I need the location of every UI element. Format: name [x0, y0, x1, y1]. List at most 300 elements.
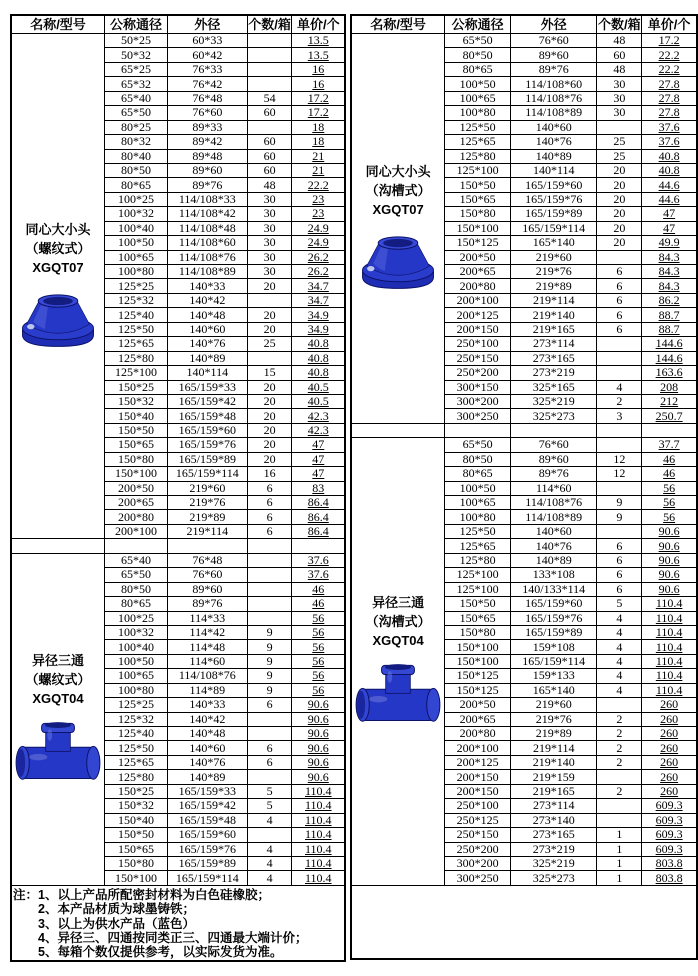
cell-price: 90.6 — [642, 524, 697, 538]
cell-price: 34.7 — [292, 279, 345, 293]
cell-qty-per-box: 12 — [597, 452, 642, 466]
product-name-line: XGQT04 — [32, 690, 84, 706]
cell-price: 56 — [292, 654, 345, 668]
cell-nominal-diameter: 65*32 — [105, 77, 168, 91]
cell-nominal-diameter: 150*40 — [105, 409, 168, 423]
cell-outer-diameter: 165/159*89 — [511, 207, 597, 221]
cell-price: 22.2 — [292, 178, 345, 192]
cell-price: 27.8 — [642, 91, 697, 105]
cell-outer-diameter: 165/159*114 — [511, 221, 597, 235]
product-name-label — [366, 162, 431, 219]
product-name-line: XGQT07 — [32, 259, 84, 275]
cell-qty-per-box: 30 — [247, 192, 292, 206]
cell-price: 803.8 — [642, 871, 697, 885]
blank-footer-row — [351, 885, 697, 959]
cell-qty-per-box: 2 — [597, 784, 642, 798]
cell-qty-per-box: 4 — [247, 871, 292, 885]
cell-outer-diameter: 165/159*76 — [511, 192, 597, 206]
cell-price: 110.4 — [642, 625, 697, 639]
cell-outer-diameter: 165/159*60 — [511, 178, 597, 192]
tee-fitting-image — [12, 718, 104, 788]
cell-outer-diameter: 114/108*76 — [167, 669, 247, 683]
cell-nominal-diameter: 125*50 — [445, 120, 511, 134]
cell-nominal-diameter: 200*80 — [105, 510, 168, 524]
cell-outer-diameter: 140*33 — [167, 698, 247, 712]
cell-nominal-diameter: 150*65 — [445, 611, 511, 625]
cell-outer-diameter: 159*133 — [511, 669, 597, 683]
cell-price: 609.3 — [642, 813, 697, 827]
cell-nominal-diameter: 150*125 — [445, 236, 511, 250]
cell-qty-per-box: 4 — [597, 683, 642, 697]
cell-nominal-diameter: 80*50 — [105, 582, 168, 596]
cell-price: 56 — [642, 481, 697, 495]
cell-price: 260 — [642, 741, 697, 755]
cell-price: 17.2 — [292, 91, 345, 105]
cell-nominal-diameter: 200*65 — [105, 496, 168, 510]
cell-nominal-diameter: 150*100 — [445, 654, 511, 668]
cell-nominal-diameter: 125*32 — [105, 293, 168, 307]
cell-nominal-diameter: 150*25 — [105, 380, 168, 394]
cell-price: 609.3 — [642, 828, 697, 842]
cell-outer-diameter: 76*42 — [167, 77, 247, 91]
cell-outer-diameter: 273*219 — [511, 842, 597, 856]
cell-outer-diameter: 165/159*89 — [167, 856, 247, 870]
cell-outer-diameter: 76*60 — [511, 34, 597, 48]
cell-outer-diameter: 114/108*33 — [167, 192, 247, 206]
empty-cell — [105, 539, 168, 553]
cell-outer-diameter: 114/108*76 — [167, 250, 247, 264]
cell-qty-per-box — [597, 366, 642, 380]
cell-nominal-diameter: 200*50 — [445, 250, 511, 264]
cell-qty-per-box: 60 — [247, 135, 292, 149]
note-line: 注：1、以上产品所配密封材料为白色硅橡胶； — [13, 887, 270, 902]
cell-qty-per-box — [597, 524, 642, 538]
cell-nominal-diameter: 200*65 — [445, 712, 511, 726]
cell-nominal-diameter: 65*50 — [105, 106, 168, 120]
cell-nominal-diameter: 200*80 — [445, 727, 511, 741]
cell-qty-per-box: 9 — [247, 625, 292, 639]
cell-outer-diameter: 165/159*42 — [167, 799, 247, 813]
cell-qty-per-box: 6 — [247, 481, 292, 495]
cell-outer-diameter: 140/133*114 — [511, 582, 597, 596]
cell-outer-diameter: 89*33 — [167, 120, 247, 134]
cell-price: 90.6 — [642, 582, 697, 596]
cell-outer-diameter: 140*76 — [167, 337, 247, 351]
cell-outer-diameter: 114*60 — [167, 654, 247, 668]
cell-outer-diameter: 165/159*60 — [167, 423, 247, 437]
product-name-cell — [11, 553, 105, 885]
cell-price: 34.9 — [292, 322, 345, 336]
cell-qty-per-box: 5 — [247, 784, 292, 798]
cell-qty-per-box: 9 — [597, 510, 642, 524]
cell-outer-diameter: 114/108*60 — [167, 236, 247, 250]
cell-price: 110.4 — [642, 640, 697, 654]
cell-qty-per-box: 48 — [597, 34, 642, 48]
cell-nominal-diameter: 80*50 — [445, 452, 511, 466]
product-name-line: （螺纹式） — [25, 671, 91, 687]
cell-price: 609.3 — [642, 842, 697, 856]
cell-qty-per-box: 30 — [597, 77, 642, 91]
cell-price: 88.7 — [642, 308, 697, 322]
cell-outer-diameter: 140*48 — [167, 308, 247, 322]
cell-outer-diameter: 76*33 — [167, 62, 247, 76]
cell-price: 22.2 — [642, 62, 697, 76]
cell-nominal-diameter: 100*50 — [445, 77, 511, 91]
empty-cell — [597, 423, 642, 437]
cell-nominal-diameter: 200*100 — [105, 524, 168, 538]
cell-price: 47 — [292, 467, 345, 481]
cell-outer-diameter: 219*60 — [511, 250, 597, 264]
price-table-grooved — [350, 14, 698, 960]
cell-outer-diameter: 325*165 — [511, 380, 597, 394]
cell-nominal-diameter: 100*80 — [105, 683, 168, 697]
cell-price: 47 — [292, 452, 345, 466]
cell-qty-per-box: 20 — [247, 452, 292, 466]
cell-price: 40.5 — [292, 380, 345, 394]
cell-outer-diameter: 273*140 — [511, 813, 597, 827]
price-sheet — [10, 14, 698, 962]
cell-price: 144.6 — [642, 337, 697, 351]
cell-outer-diameter: 165/159*89 — [167, 452, 247, 466]
cell-outer-diameter: 140*76 — [511, 135, 597, 149]
cell-qty-per-box — [247, 293, 292, 307]
cell-nominal-diameter: 125*80 — [445, 149, 511, 163]
cell-nominal-diameter: 125*100 — [105, 366, 168, 380]
column-header: 单价/个 — [642, 15, 697, 34]
cell-qty-per-box — [247, 597, 292, 611]
cell-nominal-diameter: 200*80 — [445, 279, 511, 293]
table-row — [11, 553, 345, 567]
cell-price: 26.2 — [292, 250, 345, 264]
cell-price: 47 — [642, 221, 697, 235]
column-header: 个数/箱 — [248, 17, 291, 32]
column-header: 名称/型号 — [11, 15, 105, 34]
cell-qty-per-box: 25 — [597, 149, 642, 163]
cell-qty-per-box: 20 — [247, 409, 292, 423]
notes-cell — [11, 885, 345, 961]
cell-nominal-diameter: 125*65 — [105, 755, 168, 769]
cell-nominal-diameter: 50*25 — [105, 34, 168, 48]
cell-price: 46 — [642, 467, 697, 481]
cell-qty-per-box: 4 — [597, 380, 642, 394]
cell-nominal-diameter: 65*25 — [105, 62, 168, 76]
cell-price: 90.6 — [292, 755, 345, 769]
cell-outer-diameter: 60*33 — [167, 34, 247, 48]
cell-qty-per-box: 1 — [597, 828, 642, 842]
cell-qty-per-box: 48 — [597, 62, 642, 76]
cell-outer-diameter: 219*89 — [511, 279, 597, 293]
cell-nominal-diameter: 100*65 — [105, 669, 168, 683]
cell-nominal-diameter: 125*25 — [105, 279, 168, 293]
note-line: 2、本产品材质为球墨铸铁； — [38, 902, 195, 917]
cell-price: 90.6 — [642, 539, 697, 553]
cell-nominal-diameter: 100*25 — [105, 192, 168, 206]
cell-outer-diameter: 325*273 — [511, 871, 597, 885]
cell-nominal-diameter: 300*250 — [445, 871, 511, 885]
cell-nominal-diameter: 250*200 — [445, 842, 511, 856]
cell-qty-per-box: 20 — [597, 163, 642, 177]
cell-qty-per-box: 25 — [247, 337, 292, 351]
cell-price: 13.5 — [292, 48, 345, 62]
cell-outer-diameter: 114/108*42 — [167, 207, 247, 221]
column-header: 名称/型号 — [351, 15, 445, 34]
cell-price: 250.7 — [642, 409, 697, 423]
product-name-line: XGQT04 — [372, 633, 424, 649]
cell-qty-per-box: 6 — [597, 322, 642, 336]
cell-qty-per-box: 60 — [597, 48, 642, 62]
cell-outer-diameter: 89*76 — [167, 597, 247, 611]
cell-price: 110.4 — [292, 813, 345, 827]
cell-outer-diameter: 140*76 — [511, 539, 597, 553]
product-name-line: 同心大小头 — [365, 163, 431, 179]
cell-qty-per-box: 60 — [247, 163, 292, 177]
cell-outer-diameter: 140*60 — [167, 322, 247, 336]
cell-nominal-diameter: 125*80 — [445, 553, 511, 567]
cell-qty-per-box: 20 — [597, 178, 642, 192]
cell-qty-per-box: 20 — [247, 380, 292, 394]
cell-price: 22.2 — [642, 48, 697, 62]
cell-qty-per-box: 4 — [597, 640, 642, 654]
cell-outer-diameter: 114/108*89 — [167, 265, 247, 279]
cell-nominal-diameter: 125*65 — [445, 135, 511, 149]
cell-price: 18 — [292, 120, 345, 134]
cell-qty-per-box: 20 — [247, 394, 292, 408]
cell-outer-diameter: 114*60 — [511, 481, 597, 495]
cell-nominal-diameter: 100*65 — [445, 91, 511, 105]
cell-qty-per-box: 2 — [597, 755, 642, 769]
cell-price: 90.6 — [292, 698, 345, 712]
cell-outer-diameter: 89*76 — [511, 62, 597, 76]
cell-outer-diameter: 76*60 — [167, 568, 247, 582]
cell-outer-diameter: 89*60 — [167, 582, 247, 596]
cell-qty-per-box: 2 — [597, 727, 642, 741]
cell-qty-per-box — [247, 120, 292, 134]
cell-outer-diameter: 219*114 — [167, 524, 247, 538]
cell-qty-per-box: 6 — [247, 698, 292, 712]
column-header: 公称通径 — [445, 15, 511, 34]
cell-price: 24.9 — [292, 236, 345, 250]
cell-qty-per-box — [597, 770, 642, 784]
cell-nominal-diameter: 100*40 — [105, 640, 168, 654]
cell-outer-diameter: 114/108*89 — [511, 510, 597, 524]
cell-nominal-diameter: 125*80 — [105, 351, 168, 365]
cell-outer-diameter: 165*140 — [511, 236, 597, 250]
cell-price: 40.5 — [292, 394, 345, 408]
cell-price: 46 — [642, 452, 697, 466]
cell-nominal-diameter: 250*150 — [445, 828, 511, 842]
cell-nominal-diameter: 100*65 — [105, 250, 168, 264]
cell-qty-per-box — [247, 351, 292, 365]
cell-price: 144.6 — [642, 351, 697, 365]
table-row — [351, 438, 697, 452]
empty-cell — [292, 539, 345, 553]
cell-nominal-diameter: 150*65 — [445, 192, 511, 206]
cell-price: 56 — [292, 611, 345, 625]
cell-nominal-diameter: 80*65 — [105, 597, 168, 611]
cell-qty-per-box: 9 — [247, 683, 292, 697]
cell-price: 86.4 — [292, 524, 345, 538]
cell-price: 260 — [642, 712, 697, 726]
cell-outer-diameter: 89*48 — [167, 149, 247, 163]
cell-qty-per-box: 30 — [247, 221, 292, 235]
note-line: 5、每箱个数仅提供参考，以实际发货为准。 — [38, 945, 283, 960]
cell-qty-per-box: 1 — [597, 871, 642, 885]
cell-qty-per-box — [597, 799, 642, 813]
cell-nominal-diameter: 200*100 — [445, 293, 511, 307]
cell-price: 110.4 — [292, 856, 345, 870]
cell-outer-diameter: 76*60 — [511, 438, 597, 452]
cell-qty-per-box: 5 — [597, 597, 642, 611]
cell-qty-per-box: 30 — [597, 91, 642, 105]
cell-nominal-diameter: 150*80 — [105, 452, 168, 466]
cell-nominal-diameter: 150*50 — [445, 597, 511, 611]
cell-price: 260 — [642, 698, 697, 712]
cell-nominal-diameter: 200*65 — [445, 265, 511, 279]
cell-qty-per-box: 4 — [247, 813, 292, 827]
cell-price: 26.2 — [292, 265, 345, 279]
cell-outer-diameter: 133*108 — [511, 568, 597, 582]
cell-qty-per-box: 4 — [597, 654, 642, 668]
cell-outer-diameter: 114/108*76 — [511, 496, 597, 510]
cell-price: 46 — [292, 597, 345, 611]
cell-price: 42.3 — [292, 409, 345, 423]
cell-nominal-diameter: 150*50 — [445, 178, 511, 192]
cell-qty-per-box: 9 — [597, 496, 642, 510]
cell-nominal-diameter: 150*125 — [445, 669, 511, 683]
cell-nominal-diameter: 80*50 — [105, 163, 168, 177]
cell-outer-diameter: 273*219 — [511, 366, 597, 380]
cell-outer-diameter: 60*42 — [167, 48, 247, 62]
cell-nominal-diameter: 100*32 — [105, 625, 168, 639]
cell-nominal-diameter: 100*50 — [105, 654, 168, 668]
product-name-label — [25, 651, 90, 708]
cell-outer-diameter: 140*48 — [167, 727, 247, 741]
cell-qty-per-box: 20 — [247, 279, 292, 293]
cell-nominal-diameter: 65*50 — [105, 568, 168, 582]
tee-fitting-image — [352, 660, 444, 730]
cell-price: 40.8 — [642, 149, 697, 163]
cell-nominal-diameter: 200*150 — [445, 784, 511, 798]
cell-outer-diameter: 165*140 — [511, 683, 597, 697]
cell-outer-diameter: 89*76 — [167, 178, 247, 192]
cell-price: 110.4 — [292, 842, 345, 856]
cell-qty-per-box: 15 — [247, 366, 292, 380]
cell-qty-per-box: 20 — [597, 192, 642, 206]
cell-price: 17.2 — [642, 34, 697, 48]
cell-price: 110.4 — [292, 871, 345, 885]
separator-row — [351, 423, 697, 437]
cell-nominal-diameter: 200*50 — [445, 698, 511, 712]
cell-qty-per-box: 9 — [247, 654, 292, 668]
cell-price: 13.5 — [292, 34, 345, 48]
cell-price: 110.4 — [642, 669, 697, 683]
cell-price: 37.6 — [292, 568, 345, 582]
cell-outer-diameter: 140*60 — [511, 524, 597, 538]
product-name-line: 异径三通 — [372, 595, 425, 611]
cell-price: 90.6 — [292, 727, 345, 741]
cell-outer-diameter: 273*165 — [511, 828, 597, 842]
product-name-line: 同心大小头 — [25, 221, 91, 237]
note-line: 3、以上为供水产品（蓝色） — [38, 916, 195, 931]
product-name-line: XGQT07 — [372, 201, 424, 217]
cell-outer-diameter: 219*76 — [511, 712, 597, 726]
cell-nominal-diameter: 150*100 — [105, 467, 168, 481]
cell-qty-per-box: 30 — [247, 250, 292, 264]
cell-price: 23 — [292, 192, 345, 206]
notes-row — [11, 885, 345, 961]
cell-outer-diameter: 114/108*60 — [511, 77, 597, 91]
cell-outer-diameter: 140*33 — [167, 279, 247, 293]
cell-outer-diameter: 140*60 — [167, 741, 247, 755]
note-line: 4、异径三、四通按同类正三、四通最大端计价； — [38, 931, 308, 946]
cell-nominal-diameter: 125*25 — [105, 698, 168, 712]
cell-price: 90.6 — [292, 770, 345, 784]
cell-price: 803.8 — [642, 856, 697, 870]
cell-qty-per-box — [597, 351, 642, 365]
cell-nominal-diameter: 150*40 — [105, 813, 168, 827]
cell-qty-per-box: 6 — [597, 279, 642, 293]
cell-price: 42.3 — [292, 423, 345, 437]
cell-nominal-diameter: 80*50 — [445, 48, 511, 62]
cell-price: 163.6 — [642, 366, 697, 380]
cell-qty-per-box: 20 — [597, 221, 642, 235]
blank-footer-cell — [351, 885, 697, 959]
cell-outer-diameter: 165/159*33 — [167, 784, 247, 798]
product-name-line: 异径三通 — [31, 652, 84, 668]
cell-qty-per-box — [247, 770, 292, 784]
cell-qty-per-box: 20 — [247, 423, 292, 437]
cell-price: 21 — [292, 163, 345, 177]
cell-nominal-diameter: 65*50 — [445, 438, 511, 452]
cell-outer-diameter: 89*60 — [511, 452, 597, 466]
cell-qty-per-box: 2 — [597, 712, 642, 726]
cell-qty-per-box: 1 — [597, 856, 642, 870]
cell-qty-per-box: 30 — [597, 106, 642, 120]
cell-nominal-diameter: 150*100 — [445, 221, 511, 235]
cell-qty-per-box: 4 — [247, 842, 292, 856]
empty-cell — [11, 539, 105, 553]
cell-nominal-diameter: 100*40 — [105, 221, 168, 235]
cell-price: 110.4 — [642, 683, 697, 697]
cell-qty-per-box — [247, 34, 292, 48]
cell-outer-diameter: 165/159*60 — [511, 597, 597, 611]
cell-qty-per-box: 6 — [597, 553, 642, 567]
cell-qty-per-box — [597, 120, 642, 134]
cell-price: 88.7 — [642, 322, 697, 336]
cell-qty-per-box — [597, 481, 642, 495]
cell-qty-per-box: 4 — [597, 669, 642, 683]
empty-cell — [642, 423, 697, 437]
cell-outer-diameter: 114*33 — [167, 611, 247, 625]
cell-outer-diameter: 165/159*114 — [167, 467, 247, 481]
cell-outer-diameter: 114/108*48 — [167, 221, 247, 235]
cell-qty-per-box: 48 — [247, 178, 292, 192]
cell-outer-diameter: 114*42 — [167, 625, 247, 639]
cell-qty-per-box — [247, 48, 292, 62]
cell-nominal-diameter: 200*50 — [105, 481, 168, 495]
cell-nominal-diameter: 80*65 — [105, 178, 168, 192]
cell-outer-diameter: 140*89 — [167, 770, 247, 784]
column-header: 外径 — [511, 15, 597, 34]
cell-outer-diameter: 89*76 — [511, 467, 597, 481]
cell-nominal-diameter: 150*125 — [445, 683, 511, 697]
product-name-line: （螺纹式） — [25, 240, 91, 256]
empty-cell — [445, 423, 511, 437]
product-name-cell — [11, 34, 105, 539]
cell-price: 56 — [642, 496, 697, 510]
cell-price: 40.8 — [292, 337, 345, 351]
cell-outer-diameter: 219*89 — [511, 727, 597, 741]
